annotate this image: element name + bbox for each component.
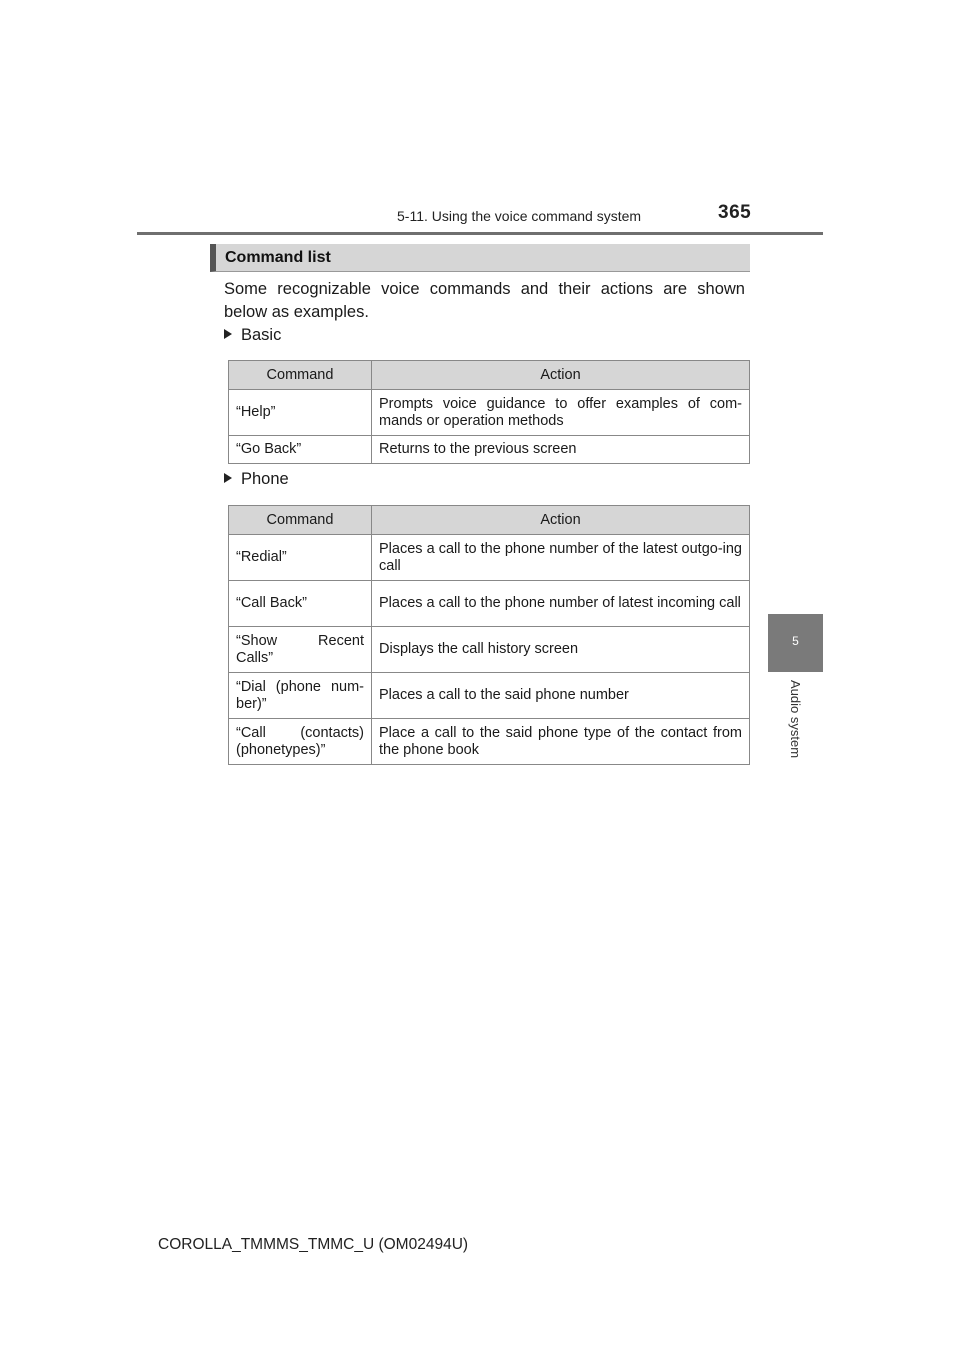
chapter-label xyxy=(784,680,806,780)
phone-heading-label: Phone xyxy=(241,470,289,488)
table-row xyxy=(229,535,750,581)
phone-heading xyxy=(224,470,289,489)
chapter-number: 5 xyxy=(792,634,799,648)
column-header-command: Command xyxy=(229,361,372,390)
chapter-label-text: Audio system xyxy=(788,680,803,759)
page-footer: COROLLA_TMMMS_TMMC_U (OM02494U) xyxy=(158,1236,469,1253)
command-cell: “Call Back” xyxy=(229,581,372,627)
triangle-bullet-icon xyxy=(224,329,232,339)
action-cell: Places a call to the said phone number xyxy=(372,673,750,719)
chapter-tab[interactable] xyxy=(768,614,823,672)
section-heading xyxy=(210,244,750,272)
table-row xyxy=(229,581,750,627)
page-header-section: 5-11. Using the voice command system xyxy=(397,208,642,224)
command-cell: “Show Recent Calls” xyxy=(229,627,372,673)
table-row xyxy=(229,436,750,464)
table-header-row xyxy=(229,361,750,390)
action-cell: Returns to the previous screen xyxy=(372,436,750,464)
phone-command-table xyxy=(228,505,750,765)
section-title: Command list xyxy=(225,249,331,266)
command-cell: “Go Back” xyxy=(229,436,372,464)
action-cell: Prompts voice guidance to offer examples of com-mands or operation methods xyxy=(372,390,750,436)
table-header-row xyxy=(229,506,750,535)
command-cell: “Redial” xyxy=(229,535,372,581)
command-cell: “Dial (phone num-ber)” xyxy=(229,673,372,719)
column-header-action: Action xyxy=(372,506,750,535)
table-row xyxy=(229,390,750,436)
action-cell: Place a call to the said phone type of the contact from the phone book xyxy=(372,719,750,765)
basic-heading xyxy=(224,326,281,345)
basic-heading-label: Basic xyxy=(241,326,282,344)
table-row xyxy=(229,627,750,673)
table-row xyxy=(229,719,750,765)
table-row xyxy=(229,673,750,719)
page-number: 365 xyxy=(718,202,752,223)
basic-command-table xyxy=(228,360,750,464)
action-cell: Places a call to the phone number of latest incoming call xyxy=(372,581,750,627)
column-header-action: Action xyxy=(372,361,750,390)
command-cell: “Help” xyxy=(229,390,372,436)
triangle-bullet-icon xyxy=(224,473,232,483)
intro-paragraph: Some recognizable voice commands and their actions are shown below as examples. xyxy=(224,280,745,321)
header-rule xyxy=(137,232,823,235)
action-cell: Displays the call history screen xyxy=(372,627,750,673)
command-cell: “Call (contacts) (phonetypes)” xyxy=(229,719,372,765)
column-header-command: Command xyxy=(229,506,372,535)
action-cell: Places a call to the phone number of the latest outgo-ing call xyxy=(372,535,750,581)
